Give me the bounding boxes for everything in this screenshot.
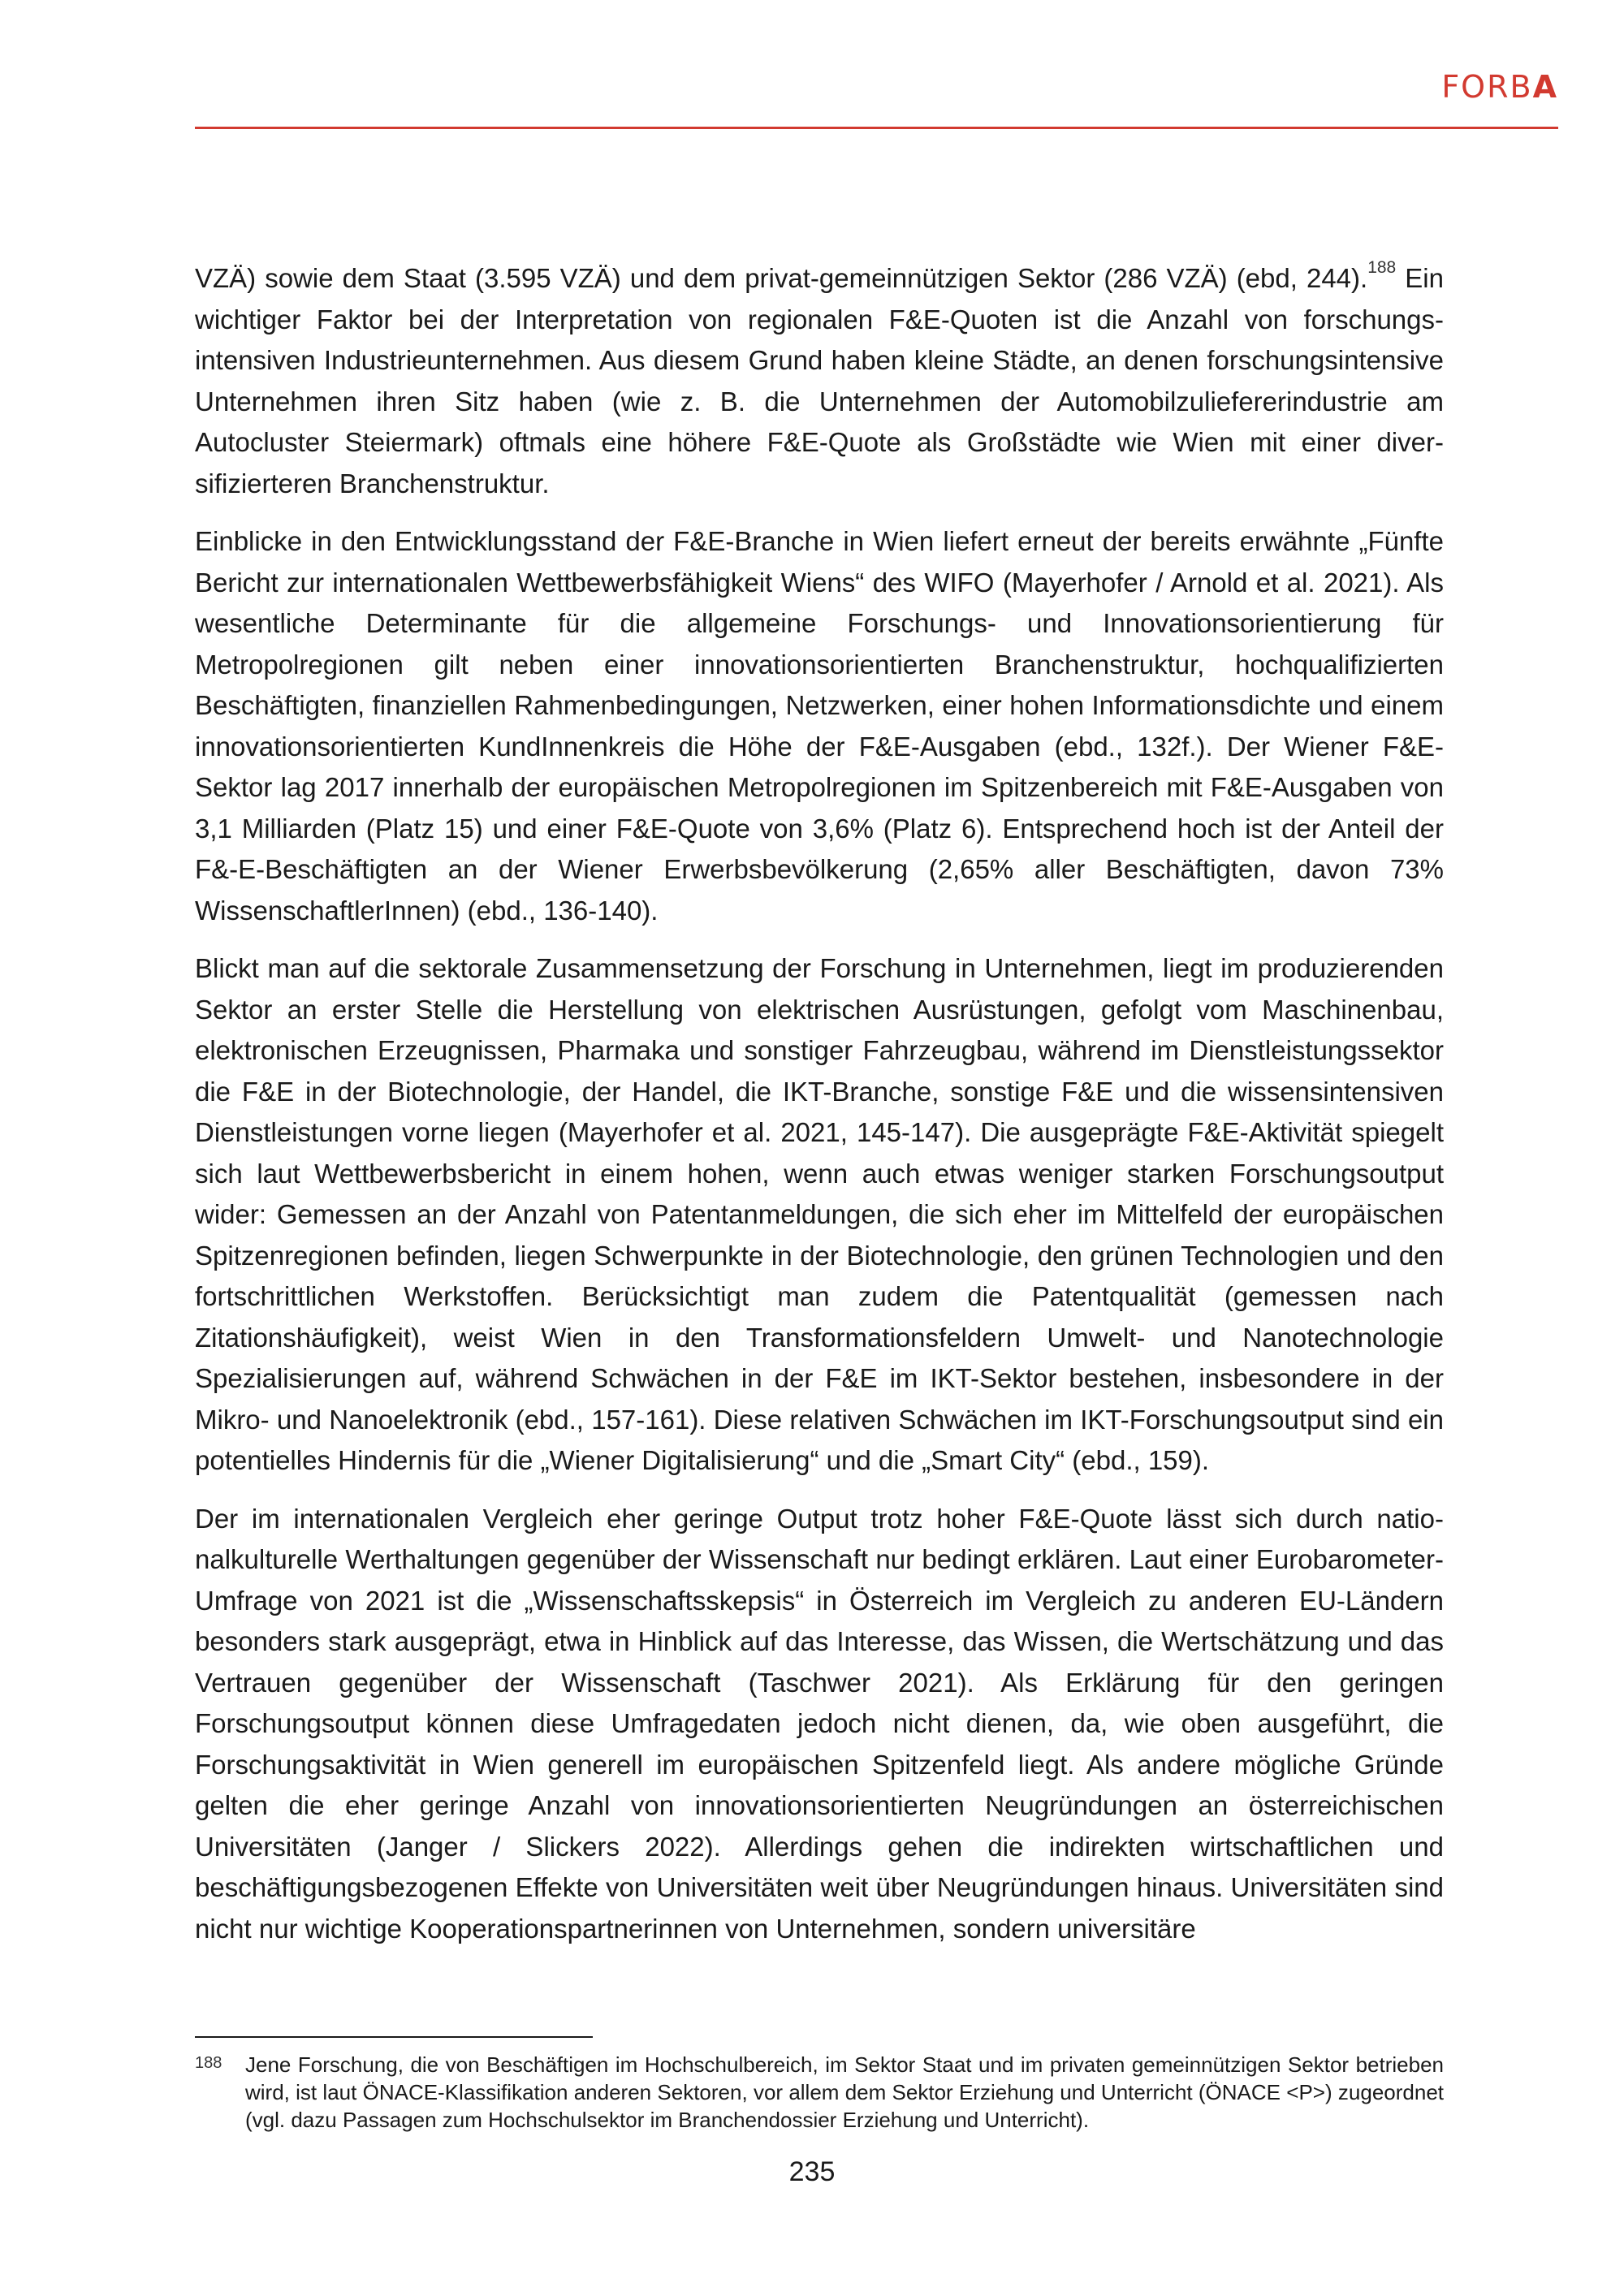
paragraph-1-continued: Ein wichtiger Faktor bei der Interpretation von regionalen F&E-Quoten ist die Anzahl von forschungsintensiven Industrieunternehmen. Aus diesem Grund haben kleine Städte, an denen forschungsintensive Unternehmen ihren Sitz haben (wie z. B. die Unternehmen der Automobilzuliefererindustrie am Autocluster Steiermark) oftmals eine höhere F&E-Quote als Großstädte wie Wien mit einer diversifizierteren Branchenstruktur.: [195, 263, 1444, 498]
header-divider: [195, 127, 1558, 129]
paragraph-2: Einblicke in den Entwicklungsstand der F&E-Branche in Wien liefert erneut der bereits erwähnte „Fünfte Bericht zur internationalen Wettbewerbsfähigkeit Wiens“ des WIFO (Mayerhofer / Arnold et al. 2021). Als wesentliche Determinante für die allgemeine Forschungs- und Innovationsorientierung für Metropolregionen gilt neben einer innovationsorientierten Branchenstruktur, hochqualifizierten Beschäftigten, finanziellen Rahmenbedingungen, Netzwerken, einer hohen Informationsdichte und einem innovationsorientierten KundInnenkreis die Höhe der F&E-Ausgaben (ebd., 132f.). Der Wiener F&E-Sektor lag 2017 innerhalb der europäischen Metropolregionen im Spitzenbereich mit F&E-Ausgaben von 3,1 Milliarden (Platz 15) und einer F&E-Quote von 3,6% (Platz 6). Entsprechend hoch ist der Anteil der F&-E-Beschäftigten an der Wiener Erwerbsbevölkerung (2,65% aller Beschäftigten, davon 73% WissenschaftlerInnen) (ebd., 136-140).: [195, 526, 1444, 926]
paragraph-1: [195, 258, 1444, 504]
logo-text-regular: FORB: [1441, 69, 1533, 105]
paragraph-4: Der im internationalen Vergleich eher geringe Output trotz hoher F&E-Quote lässt sich durch nationalkulturelle Werthaltungen gegenüber der Wissenschaft nur bedingt erklären. Laut einer Eurobarometer-Umfrage von 2021 ist die „Wissenschaftsskepsis“ in Österreich im Vergleich zu anderen EU-Ländern besonders stark ausgeprägt, etwa in Hinblick auf das Interesse, das Wissen, die Wertschätzung und das Vertrauen gegenüber der Wissenschaft (Taschwer 2021). Als Erklärung für den geringen Forschungsoutput können diese Umfragedaten jedoch nicht dienen, da, wie oben ausgeführt, die Forschungsaktivität in Wien generell im europäischen Spitzenfeld liegt. Als andere mögliche Gründe gelten die eher geringe Anzahl von innovationsorientierten Neugründungen an österreichischen Universitäten (Janger / Slickers 2022). Allerdings gehen die indirekten wirtschaftlichen und beschäftigungsbezogenen Effekte von Universitäten weit über Neugründungen hinaus. Universitäten sind nicht nur wichtige Kooperationspartnerinnen von Unternehmen, sondern universitäre: [195, 1503, 1444, 1944]
forba-logo: [1441, 69, 1558, 105]
footnote-reference-188[interactable]: 188: [1367, 258, 1397, 278]
paragraph-3: Blickt man auf die sektorale Zusammensetzung der Forschung in Unternehmen, liegt im produzierenden Sektor an erster Stelle die Herstellung von elektrischen Ausrüstungen, gefolgt vom Maschinenbau, elektronischen Erzeugnissen, Pharmaka und sonstiger Fahrzeugbau, während im Dienstleistungssektor die F&E in der Biotechnologie, der Handel, die IKT-Branche, sonstige F&E und die wissensintensiven Dienstleistungen vorne liegen (Mayerhofer et al. 2021, 145-147). Die ausgeprägte F&E-Aktivität spiegelt sich laut Wettbewerbsbericht in einem hohen, wenn auch etwas weniger starken Forschungsoutput wider: Gemessen an der Anzahl von Patentanmeldungen, die sich eher im Mittelfeld der europäischen Spitzenregionen befinden, liegen Schwerpunkte in der Biotechnologie, den grünen Technologien und den fortschrittlichen Werkstoffen. Berücksichtigt man zudem die Patentqualität (gemessen nach Zitationshäufigkeit), weist Wien in den Transformationsfeldern Umwelt- und Nanotechnologie Spezialisierungen auf, während Schwächen in der F&E im IKT-Sektor bestehen, insbesondere in der Mikro- und Nanoelektronik (ebd., 157-161). Diese relativen Schwächen im IKT-Forschungsoutput sind ein potentielles Hindernis für die „Wiener Digitalisierung“ und die „Smart City“ (ebd., 159).: [195, 953, 1444, 1475]
footnote-number: 188: [195, 2054, 222, 2072]
main-body-text: [195, 258, 1444, 1949]
paragraph-1-text: VZÄ) sowie dem Staat (3.595 VZÄ) und dem privat-gemeinnützigen Sektor (286 VZÄ) (ebd, 244).: [195, 263, 1368, 293]
footnote-text: Jene Forschung, die von Beschäftigen im Hochschulbereich, im Sektor Staat und im privaten gemeinnützigen Sektor betrieben wird, ist laut ÖNACE-Klassifikation anderen Sektoren, vor allem dem Sektor Erziehung und Unterricht (ÖNACE <P>) zugeordnet (vgl. dazu Passagen zum Hochschulsektor im Branchendossier Erziehung und Unterricht).: [245, 2052, 1444, 2132]
footnote-divider: [195, 2036, 593, 2038]
footnote-188: [195, 2051, 1444, 2134]
page-number: 235: [788, 2156, 836, 2187]
logo-text-bold: A: [1532, 69, 1558, 105]
